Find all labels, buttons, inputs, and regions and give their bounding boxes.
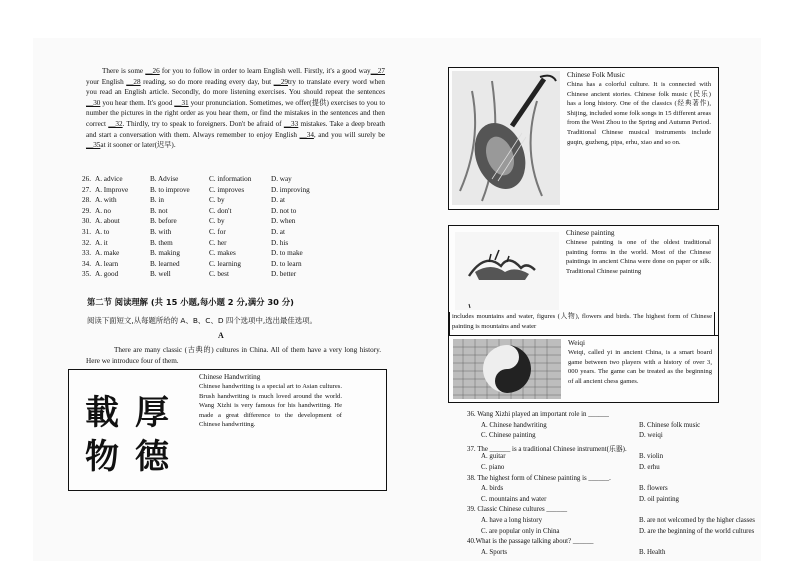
folk-music-box <box>448 67 719 210</box>
cloze-passage <box>86 66 385 151</box>
cloze-blank: __35 <box>86 141 101 150</box>
handwriting-box <box>68 369 387 491</box>
passage-label: A <box>218 331 224 340</box>
question-number: 31. <box>82 228 91 236</box>
option-b: B. not <box>150 206 168 215</box>
weiqi-image <box>453 339 561 399</box>
answer-option-d[interactable]: D. are the beginning of the world cultures <box>639 527 755 535</box>
option-d: D. better <box>271 270 297 279</box>
question-stem: 36. Wang Xizhi played an important role in ______ <box>467 411 609 418</box>
option-b: B. Advise <box>150 175 179 183</box>
cloze-text: for you to follow in order to learn English well. Firstly, it's a good way <box>159 67 371 75</box>
cloze-text: try to translate every word when you read an English article. Secondly, do more listening exercises. You should repeat the sentences <box>86 77 385 97</box>
answer-option-b[interactable]: B. violin <box>639 453 664 461</box>
calligraphy-character: 物 <box>85 437 119 474</box>
calligraphy-image <box>79 384 189 474</box>
option-b: B. them <box>150 238 173 247</box>
cloze-text: . Thirdly, try to speak to foreigners. Don't be afraid of <box>122 119 284 128</box>
cloze-text: your English <box>86 77 127 86</box>
option-a: A. about <box>95 217 120 226</box>
option-d: D. at <box>271 228 285 236</box>
cloze-blank: __30 <box>86 98 101 107</box>
option-b: B. to improve <box>150 185 190 194</box>
question-number: 29. <box>82 206 91 215</box>
calligraphy-icon <box>79 384 189 474</box>
option-c: C. best <box>209 270 229 279</box>
landscape-painting-icon <box>455 232 559 310</box>
answer-option-b[interactable]: B. Health <box>639 548 666 556</box>
exam-sheet <box>33 38 761 561</box>
option-a: A. it <box>95 238 108 247</box>
question-number: 27. <box>82 185 91 194</box>
cloze-blank: __27 <box>370 67 385 75</box>
option-b: B. making <box>150 249 180 258</box>
option-d: D. to learn <box>271 259 302 268</box>
option-c: C. by <box>209 217 225 226</box>
weiqi-title: Weiqi <box>568 339 585 347</box>
question-number: 35. <box>82 270 91 279</box>
question-stem: 38. The highest form of Chinese painting is ______. <box>467 474 611 482</box>
answer-option-a[interactable]: A. guitar <box>481 453 506 461</box>
painting-text: Chinese painting is one of the oldest traditional painting forms in the world. Most of the Chinese paintings in ancient China were done on paper or silk. Traditional Chinese painting <box>566 239 711 275</box>
option-c: C. information <box>209 175 252 183</box>
answer-option-b[interactable]: B. flowers <box>639 485 668 493</box>
option-c: C. for <box>209 228 226 236</box>
cloze-blank: __34 <box>299 130 314 139</box>
option-b: B. well <box>150 270 171 279</box>
option-d: D. not to <box>271 206 297 215</box>
answer-option-a[interactable]: A. Sports <box>481 548 508 556</box>
option-d: D. when <box>271 217 296 226</box>
cloze-blank: __28 <box>126 77 141 86</box>
painting-title: Chinese painting <box>566 229 615 237</box>
painting-image <box>455 232 559 310</box>
option-c: C. learning <box>209 259 241 268</box>
option-b: B. learned <box>150 259 180 268</box>
instructions: 阅读下面短文,从每题所给的 A、B、C、D 四个选项中,选出最佳选项。 <box>87 316 317 325</box>
answer-option-a[interactable]: A. have a long history <box>481 517 543 524</box>
question-stem: 39. Classic Chinese cultures ______ <box>467 506 568 514</box>
option-d: D. at <box>271 196 285 205</box>
calligraphy-character: 德 <box>135 437 169 474</box>
option-b: B. with <box>150 228 172 236</box>
question-number: 26. <box>82 175 91 183</box>
painting-text-cont: includes mountains and water, figures (人物), flowers and birds. The highest form of Chinese painting is mountains and water <box>452 313 712 330</box>
option-c: C. makes <box>209 249 236 258</box>
calligraphy-character: 載 <box>85 393 119 433</box>
folk-music-text: China has a colorful culture. It is connected with Chinese ancient stories. Chinese folk music (民乐) has a long history. One of the classics (经典著作), Shijing, included some folk songs in 15 different areas from the West Zhou to the Spring and Autumn Period. Traditional Chinese musical instruments include guqin, guzheng, pipa, erhu, xiao and so on. <box>567 81 711 146</box>
option-c: C. don't <box>209 206 232 215</box>
reading-intro: There are many classic (古典的) cultures in China. All of them have a very long history. Here we introduce four of them. <box>86 346 381 365</box>
reading-questions <box>467 411 761 561</box>
calligraphy-character: 厚 <box>135 393 169 433</box>
question-number: 28. <box>82 196 91 205</box>
answer-option-c[interactable]: C. are popular only in China <box>481 527 560 535</box>
question-stem: 40.What is the passage talking about? ______ <box>467 538 594 546</box>
option-d: D. way <box>271 175 292 183</box>
option-a: A. good <box>95 270 119 279</box>
option-c: C. improves <box>209 185 245 194</box>
cloze-blank: __32 <box>108 119 123 128</box>
question-number: 32. <box>82 238 91 247</box>
cloze-text: There is some <box>102 67 146 75</box>
cloze-blank: __26 <box>145 67 160 75</box>
question-number: 33. <box>82 249 91 258</box>
painting-text-continued <box>449 312 715 336</box>
cloze-text: reading, so do more reading every day, but <box>140 77 274 86</box>
option-d: D. to make <box>271 249 303 258</box>
handwriting-text: Chinese handwriting is a special art to Asian cultures. Brush handwriting is much loved around the world. Wang Xizhi is very famous for his handwriting. He made a great difference to the development of Chinese handwriting. <box>199 383 342 429</box>
answer-option-d[interactable]: D. oil painting <box>639 495 680 503</box>
cloze-text: , and you will surely be <box>313 130 385 139</box>
answer-option-d[interactable]: D. erhu <box>639 464 660 471</box>
answer-option-a[interactable]: A. birds <box>481 485 504 493</box>
answer-option-d[interactable]: D. weiqi <box>639 432 663 440</box>
question-stem: 37. The ______ is a traditional Chinese instrument(乐器). <box>467 445 627 453</box>
section-heading: 第二节 阅读理解 (共 15 小题,每小题 2 分,满分 30 分) <box>87 297 294 307</box>
folk-music-title: Chinese Folk Music <box>567 71 625 79</box>
cloze-text: at it sooner or later(迟早). <box>100 141 176 150</box>
answer-option-b[interactable]: B. are not welcomed by the higher classes <box>639 517 755 524</box>
cloze-text: mistakes. Take a deep breath and start a conversation with them. Always remember to enjoy English <box>86 119 386 139</box>
handwriting-title: Chinese Handwriting <box>199 373 261 381</box>
option-c: C. her <box>209 238 227 247</box>
cloze-blank: __33 <box>283 119 299 128</box>
question-number: 34. <box>82 259 91 268</box>
pipa-image <box>452 71 560 205</box>
option-b: B. in <box>150 196 164 205</box>
answer-option-c[interactable]: C. piano <box>481 464 505 471</box>
cloze-blank: __31 <box>174 98 189 107</box>
option-a: A. with <box>95 196 117 205</box>
cloze-text: your pronunciation. Sometimes, we offer(提供) exercises to you to number the pictures in the right order as you hear them, or find the mistakes in the sentences and then correct <box>86 98 385 128</box>
weiqi-text: Weiqi, called yi in ancient China, is a smart board game between two players with a history of over 3, 000 years. The game can be treated as the beginning of all ancient chess games. <box>568 349 712 385</box>
option-b: B. before <box>150 217 177 226</box>
answer-option-b[interactable]: B. Chinese folk music <box>639 421 701 429</box>
cloze-text: you hear them. It's good <box>100 98 175 107</box>
cloze-options <box>82 175 382 281</box>
option-d: D. his <box>271 238 289 247</box>
answer-option-c[interactable]: C. mountains and water <box>481 495 547 503</box>
option-a: A. advice <box>95 175 123 183</box>
weiqi-board-icon <box>453 339 561 399</box>
option-a: A. make <box>95 249 120 258</box>
answer-option-a[interactable]: A. Chinese handwriting <box>481 421 547 429</box>
cloze-blank: __29 <box>273 77 289 86</box>
weiqi-box <box>448 335 719 403</box>
option-d: D. improving <box>271 185 310 194</box>
question-number: 30. <box>82 217 91 226</box>
option-a: A. no <box>95 206 111 215</box>
option-a: A. learn <box>95 259 119 268</box>
option-a: A. Improve <box>95 185 129 194</box>
pipa-icon <box>452 71 560 205</box>
option-a: A. to <box>95 228 110 236</box>
answer-option-c[interactable]: C. Chinese painting <box>481 432 536 440</box>
option-c: C. by <box>209 196 225 205</box>
